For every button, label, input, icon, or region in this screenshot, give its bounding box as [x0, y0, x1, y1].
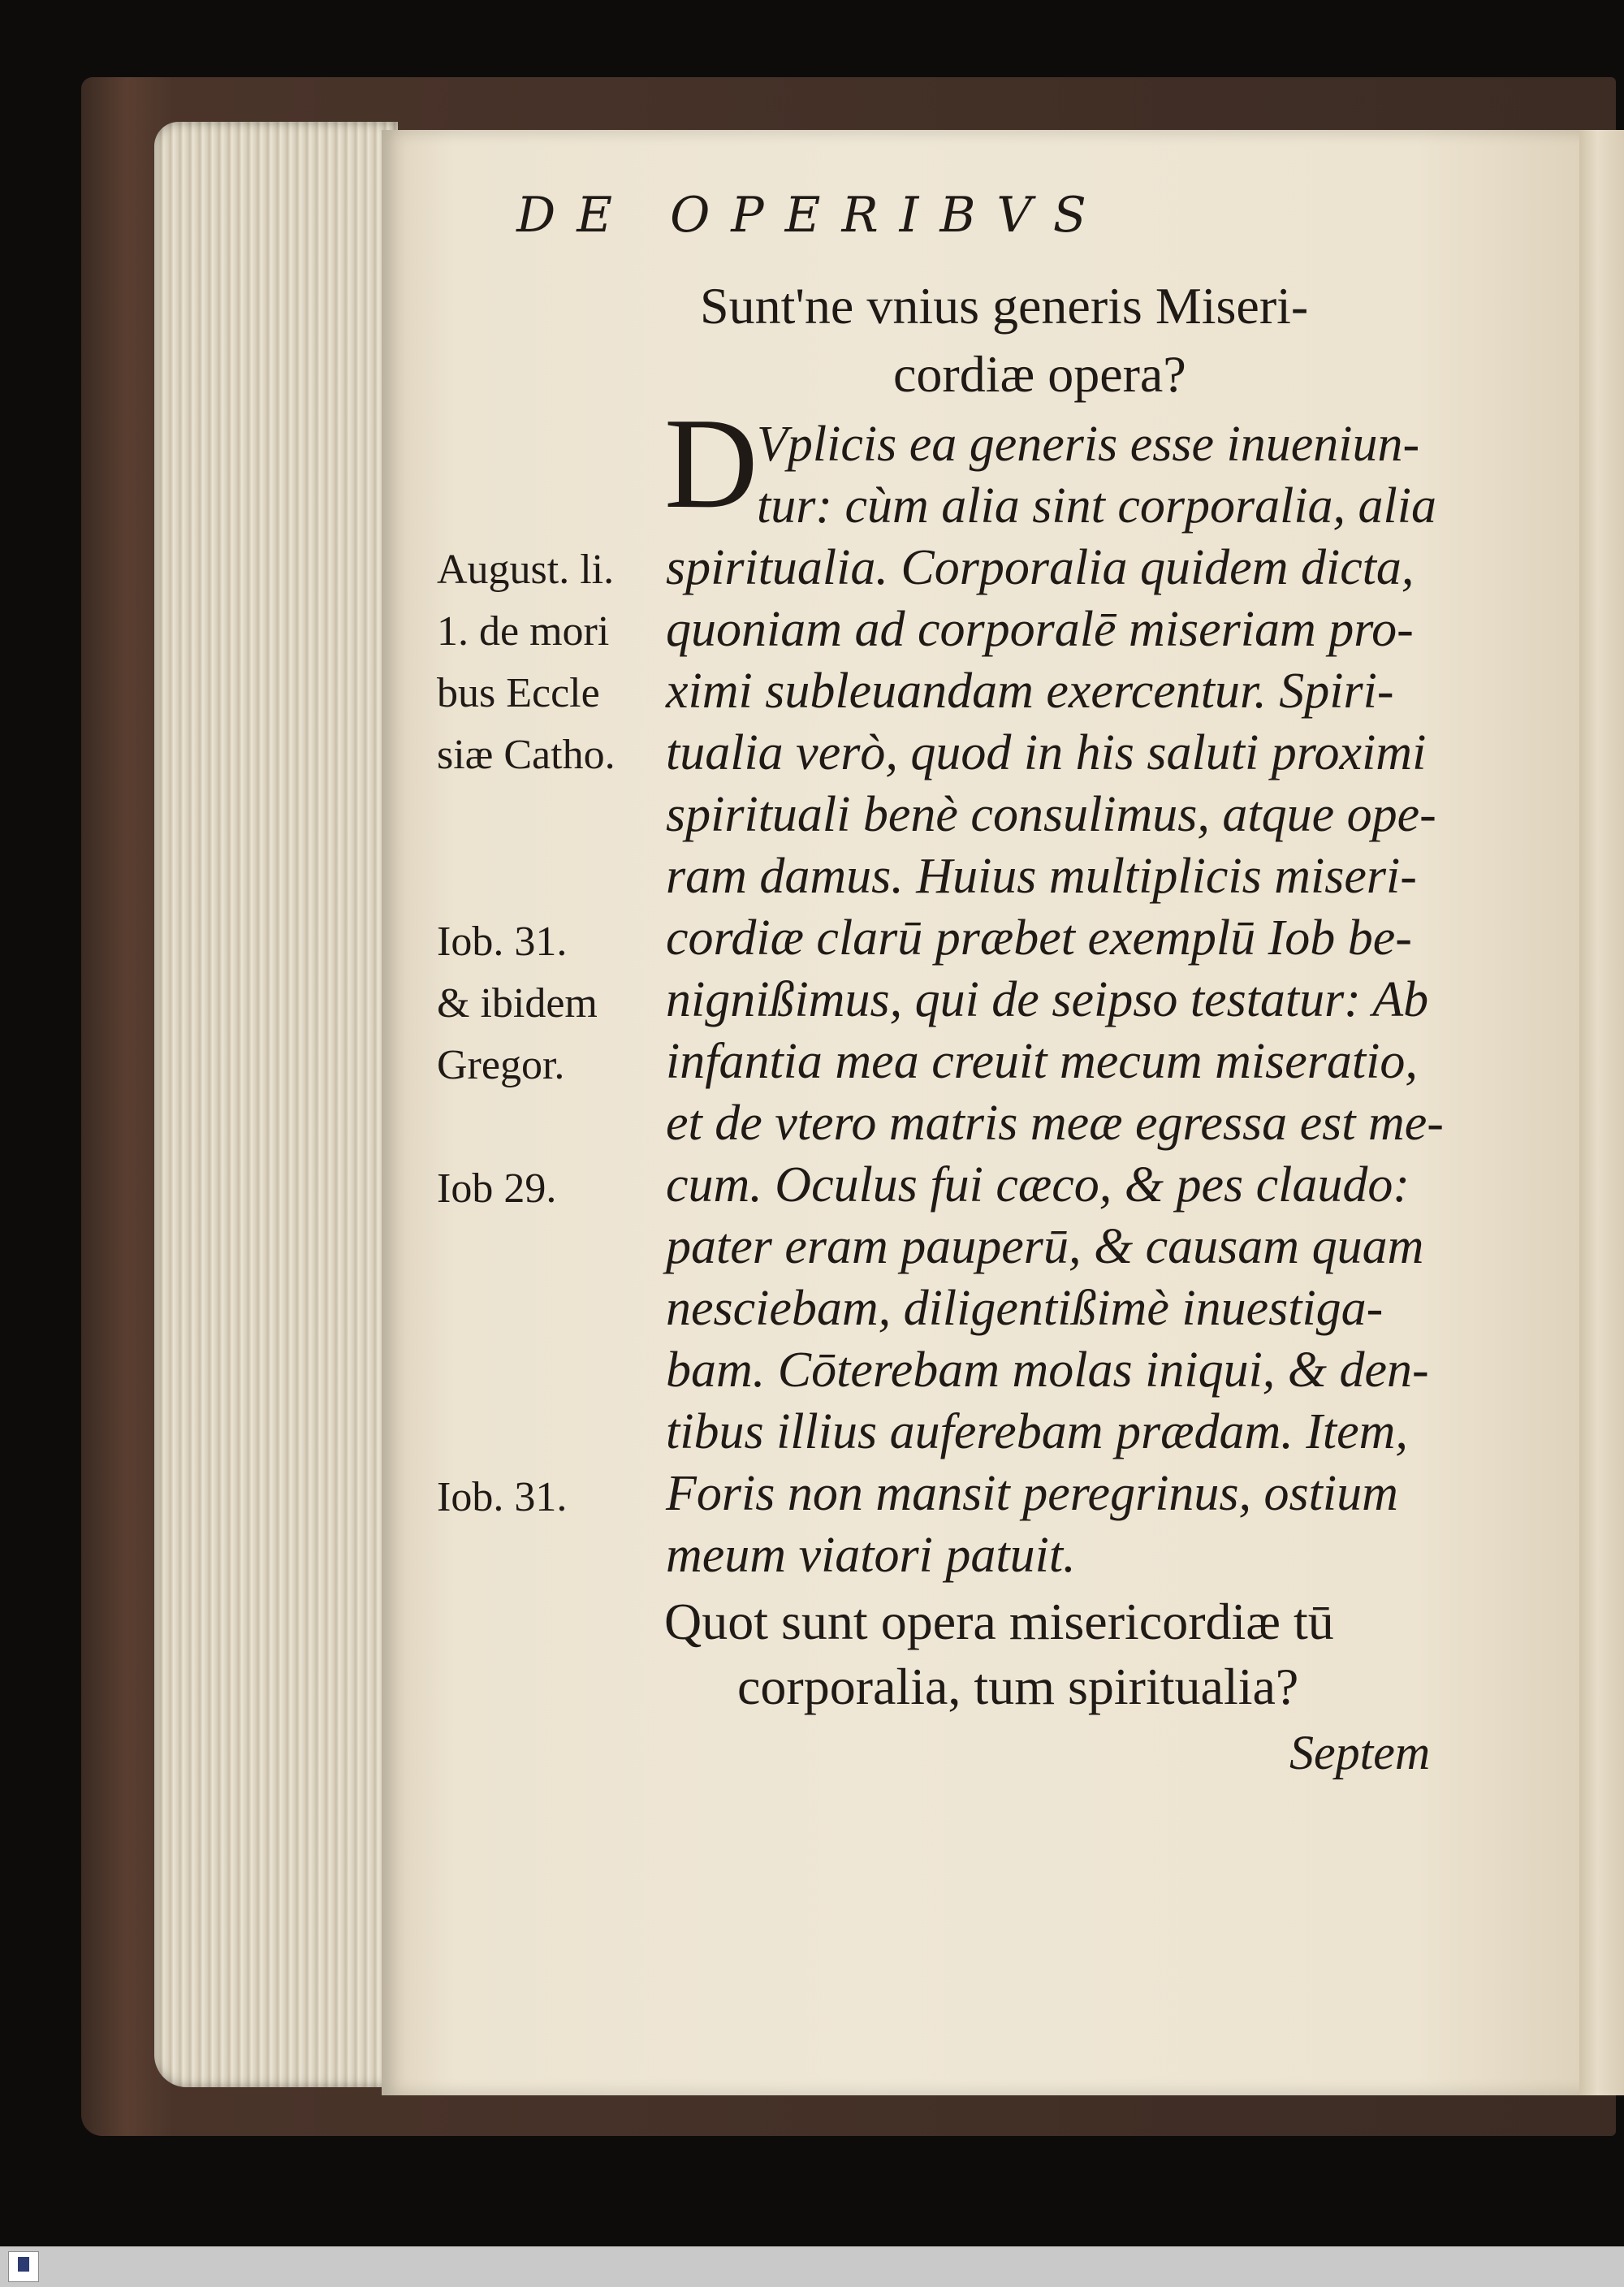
margin-note: 1. de mori — [437, 608, 610, 655]
margin-note: bus Eccle — [437, 670, 600, 716]
body-line: nesciebam, diligentißimè inuestiga- — [666, 1281, 1384, 1336]
library-logo-icon — [8, 2251, 39, 2282]
margin-note: Iob. 31. — [437, 919, 568, 965]
question-line-1: Sunt'ne vnius generis Miseri- — [700, 277, 1309, 335]
body-line: Foris non mansit peregrinus, ostium — [666, 1466, 1398, 1521]
body-line: pater eram pauperū, & causam quam — [666, 1219, 1424, 1274]
running-head: DE OPERIBVS — [516, 187, 1108, 244]
page-edges — [154, 122, 398, 2087]
drop-cap: D — [664, 391, 758, 535]
body-line: tur: cùm alia sint corporalia, alia — [757, 478, 1436, 534]
margin-note: & ibidem — [437, 980, 598, 1027]
margin-note: siæ Catho. — [437, 732, 615, 778]
body-line: ram damus. Huius multiplicis miseri- — [666, 849, 1417, 904]
body-line: nignißimus, qui de seipso testatur: Ab — [666, 972, 1429, 1027]
margin-note: August. li. — [437, 547, 615, 593]
body-line: tualia verò, quod in his saluti proximi — [666, 725, 1427, 780]
body-line: quoniam ad corporalē miseriam pro- — [666, 602, 1414, 657]
question-line-2: corporalia, tum spiritualia? — [737, 1658, 1299, 1715]
body-line: tibus illius auferebam prædam. Item, — [666, 1404, 1408, 1459]
body-line: spiritualia. Corporalia quidem dicta, — [666, 540, 1415, 595]
facing-page-edge — [1579, 130, 1624, 2095]
viewer-footer-bar — [0, 2246, 1624, 2287]
body-line: et de vtero matris meæ egressa est me- — [666, 1096, 1444, 1151]
catchword: Septem — [1289, 1726, 1431, 1779]
margin-note: Gregor. — [437, 1042, 565, 1088]
body-line: cordiæ clarū præbet exemplū Iob be- — [666, 910, 1412, 966]
question-line-2: cordiæ opera? — [893, 345, 1186, 403]
body-line: Vplicis ea generis esse inueniun- — [757, 417, 1420, 472]
body-line: bam. Cōterebam molas iniqui, & den- — [666, 1342, 1429, 1398]
body-line: ximi subleuandam exercentur. Spiri- — [666, 664, 1394, 719]
margin-note: Iob. 31. — [437, 1474, 568, 1520]
body-line: cum. Oculus fui cæco, & pes claudo: — [666, 1157, 1410, 1213]
body-line: spirituali benè consulimus, atque ope- — [666, 787, 1436, 842]
question-line-1: Quot sunt opera misericordiæ tū — [664, 1593, 1334, 1650]
margin-note: Iob 29. — [437, 1165, 557, 1212]
body-line: infantia mea creuit mecum miseratio, — [666, 1034, 1418, 1089]
body-line: meum viatori patuit. — [666, 1528, 1076, 1583]
